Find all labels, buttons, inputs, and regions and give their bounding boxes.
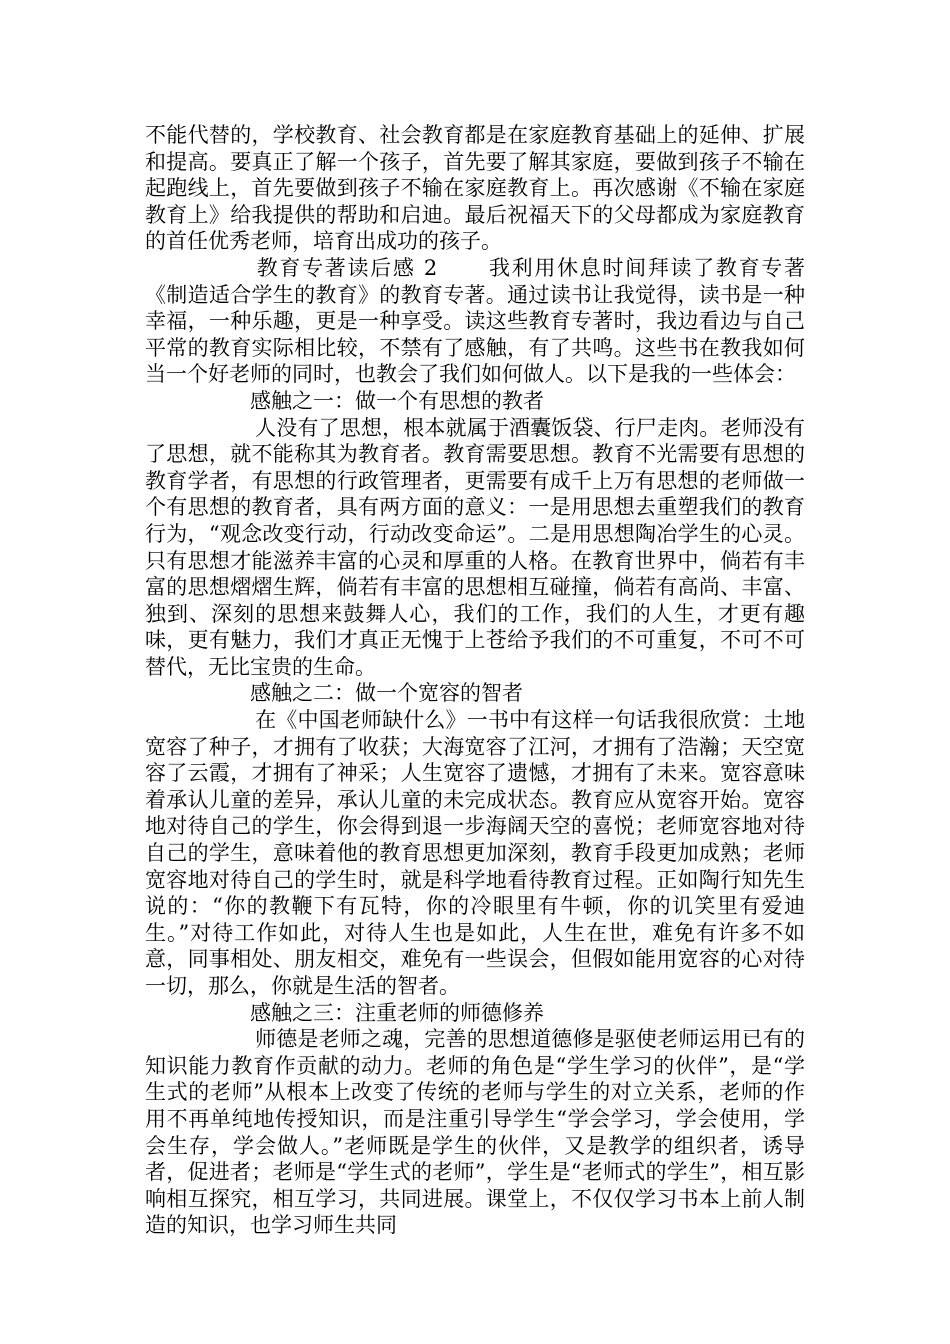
document-body (145, 122, 805, 1239)
paragraph-text: 人没有了思想，根本就属于酒囊饭袋、行尸走肉。老师没有了思想，就不能称其为教育者。教育需要思想。教育不光需要有思想的教育学者，有思想的行政管理者，更需要有成千上万有思想的老师做一个有思想的教育者，具有两方面的意义：一是用思想去重塑我们的教育行为，“观念改变行动，行动改变命运”。二是用思想陶冶学生的心灵。只有思想才能滋养丰富的心灵和厚重的人格。在教育世界中，倘若有丰富的思想熠熠生辉，倘若有丰富的思想相互碰撞，倘若有高尚、丰富、独到、深刻的思想来鼓舞人心，我们的工作，我们的人生，才更有趣味，更有魅力，我们才真正无愧于上苍给予我们的不可重复，不可不可替代，无比宝贵的生命。 (145, 415, 805, 679)
paragraph-closing (145, 122, 805, 255)
paragraph-text: 在《中国老师缺什么》一书中有这样一句话我很欣赏：土地宽容了种子，才拥有了收获；大海宽容了江河，才拥有了浩瀚；天空宽容了云霞，才拥有了神采；人生宽容了遗憾，才拥有了未来。宽容意味着承认儿童的差异，承认儿童的未完成状态。教育应从宽容开始。宽容地对待自己的学生，你会得到退一步海阔天空的喜悦；老师宽容地对待自己的学生，意味着他的教育思想更加深刻，教育手段更加成熟；老师宽容地对待自己的学生时，就是科学地看待教育过程。正如陶行知先生说的：“你的教鞭下有瓦特，你的冷眼里有牛顿，你的讥笑里有爱迪生。”对待工作如此，对待人生也是如此，人生在世，难免有许多不如意，同事相处、朋友相交，难免有一些误会，但假如能用宽容的心对待一切，那么，你就是生活的智者。 (145, 708, 805, 998)
paragraph-text: 不能代替的，学校教育、社会教育都是在家庭教育基础上的延伸、扩展和提高。要真正了解一个孩子，首先要了解其家庭，要做到孩子不输在起跑线上，首先要做到孩子不输在家庭教育上。再次感谢《不输在家庭教育上》给我提供的帮助和启迪。最后祝福天下的父母都成为家庭教育的首任优秀老师，培育出成功的孩子。 (145, 123, 805, 254)
section-heading-3 (145, 1000, 805, 1027)
heading-text: 感触之一：做一个有思想的教者 (250, 388, 544, 413)
section-heading-2 (145, 680, 805, 707)
paragraph-section-1 (145, 415, 805, 681)
heading-text: 感触之二：做一个宽容的智者 (250, 681, 523, 706)
paragraph-text: 我利用休息时间拜读了教育专著《制造适合学生的教育》的教育专著。通过读书让我觉得，读书是一种幸福，一种乐趣，更是一种享受。读这些教育专著时，我边看边与自己平常的教育实际相比较，不禁有了感触，有了共鸣。这些书在教我如何当一个好老师的同时，也教会了我们如何做人。以下是我的一些体会： (145, 255, 805, 387)
section-heading-1 (145, 388, 805, 415)
essay-title: 教育专著读后感 2 (255, 255, 438, 280)
paragraph-essay-2-intro (145, 255, 805, 388)
paragraph-section-2 (145, 707, 805, 1000)
paragraph-text: 师德是老师之魂，完善的思想道德修是驱使老师运用已有的知识能力教育作贡献的动力。老师的角色是“学生学习的伙伴”，是“学生式的老师”从根本上改变了传统的老师与学生的对立关系，老师的作用不再单纯地传授知识，而是注重引导学生“学会学习，学会使用，学会生存，学会做人。”老师既是学生的伙伴，又是教学的组织者，诱导者，促进者；老师是“学生式的老师”，学生是“老师式的学生”，相互影响相互探究，相互学习，共同进展。课堂上，不仅仅学习书本上前人制造的知识，也学习师生共同 (145, 1027, 805, 1238)
heading-text: 感触之三：注重老师的师德修养 (250, 1000, 544, 1025)
paragraph-section-3 (145, 1026, 805, 1239)
